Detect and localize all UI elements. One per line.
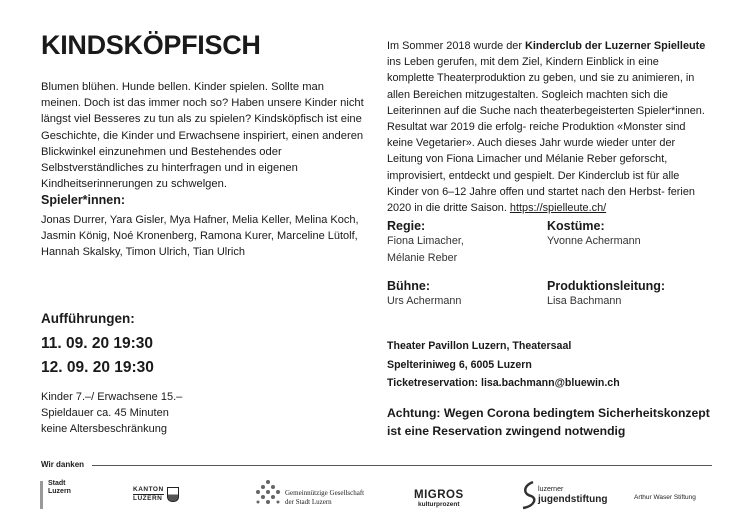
credit-produktion: Produktionsleitung: Lisa Bachmann bbox=[547, 279, 666, 307]
logo-arthur-waser-stiftung: Arthur Waser Stiftung bbox=[634, 494, 696, 501]
performance-date-2: 12. 09. 20 19:30 bbox=[41, 359, 154, 376]
shield-icon bbox=[167, 487, 179, 502]
corona-notice: Achtung: Wegen Corona bedingtem Sicherheitskonzept ist eine Reservation zwingend notwendig bbox=[387, 406, 710, 438]
logo-migros-kulturprozent: MIGROS kulturprozent bbox=[414, 489, 464, 508]
players-heading: Spieler*innen: bbox=[41, 193, 126, 207]
venue-info bbox=[387, 337, 620, 393]
credit-regie: Regie: Fiona Limacher, Mélanie Reber bbox=[387, 219, 464, 264]
performances-heading: Aufführungen: bbox=[41, 311, 135, 326]
swirl-icon bbox=[519, 480, 539, 510]
credit-buehne: Bühne: Urs Achermann bbox=[387, 279, 462, 307]
performance-info bbox=[41, 389, 182, 437]
age-restriction: keine Altersbeschränkung bbox=[41, 423, 167, 435]
sponsors-heading: Wir danken bbox=[41, 460, 85, 469]
description-text: Im Sommer 2018 wurde der Kinderclub der Luzerner Spielleute ins Leben gerufen, mit dem Ziel, Kindern Einblick in eine komplette Theaterproduktion zu geben, und sie zu animieren, in allen Bereichen mitzugestalten. Sogleich machten sich die Leiterinnen auf die Suche nach theaterbegeisterten Spieler*innen. Resultat war 2019 die erfolg- reiche Produktion «Monster sind keine Vegetarier». Auch dieses Jahr wurde wieder unter der Leitung von Fiona Limacher und Mélanie Reber geforscht, improvisiert, entdeckt und gespielt. Der Kinderclub ist für alle Kinder von 6–12 Jahre offen und startet nach den Herbst- ferien 2020 in die dritte Saison. https://spielleute.ch/ bbox=[387, 40, 706, 215]
duration: Spieldauer ca. 45 Minuten bbox=[41, 407, 169, 419]
venue-name: Theater Pavillon Luzern, Theatersaal bbox=[387, 340, 572, 352]
dots-icon bbox=[253, 478, 283, 508]
website-link[interactable]: https://spielleute.ch/ bbox=[509, 202, 607, 215]
logo-kanton-luzern: KANTON LUZERN bbox=[133, 486, 179, 502]
intro-text: Blumen blühen. Hunde bellen. Kinder spielen. Sollte man meinen. Doch ist das immer noch so? Haben unsere Kinder nicht längst viel Besseres zu tun als zu spielen? Kindsköpfisch ist eine Geschichte, die Kinder und Erwachsene inspiriert, einen anderen Blickwinkel einzunehmen und Bestehendes oder Selbstverständliches zu hinterfragen und in eigenen Kindheitserinnerungen zu schwelgen. bbox=[41, 81, 364, 191]
players-list: Jonas Durrer, Yara Gisler, Mya Hafner, Melia Keller, Melina Koch, Jasmin König, Noé Kronenberg, Ramona Kurer, Marceline Lütolf, Hannah Skalsky, Timon Ulrich, Tian Ulrich bbox=[41, 214, 359, 259]
prices: Kinder 7.–/ Erwachsene 15.– bbox=[41, 391, 183, 403]
performance-date-1: 11. 09. 20 19:30 bbox=[41, 335, 154, 352]
ticket-reservation: Ticketreservation: lisa.bachmann@bluewin.ch bbox=[387, 377, 620, 389]
divider bbox=[92, 465, 712, 466]
page-title: KINDSKÖPFISCH bbox=[41, 30, 261, 60]
club-name: Kinderclub der Luzerner Spielleute bbox=[525, 40, 706, 52]
credit-kostueme: Kostüme: Yvonne Achermann bbox=[547, 219, 641, 247]
venue-address: Spelteriniweg 6, 6005 Luzern bbox=[387, 358, 532, 371]
